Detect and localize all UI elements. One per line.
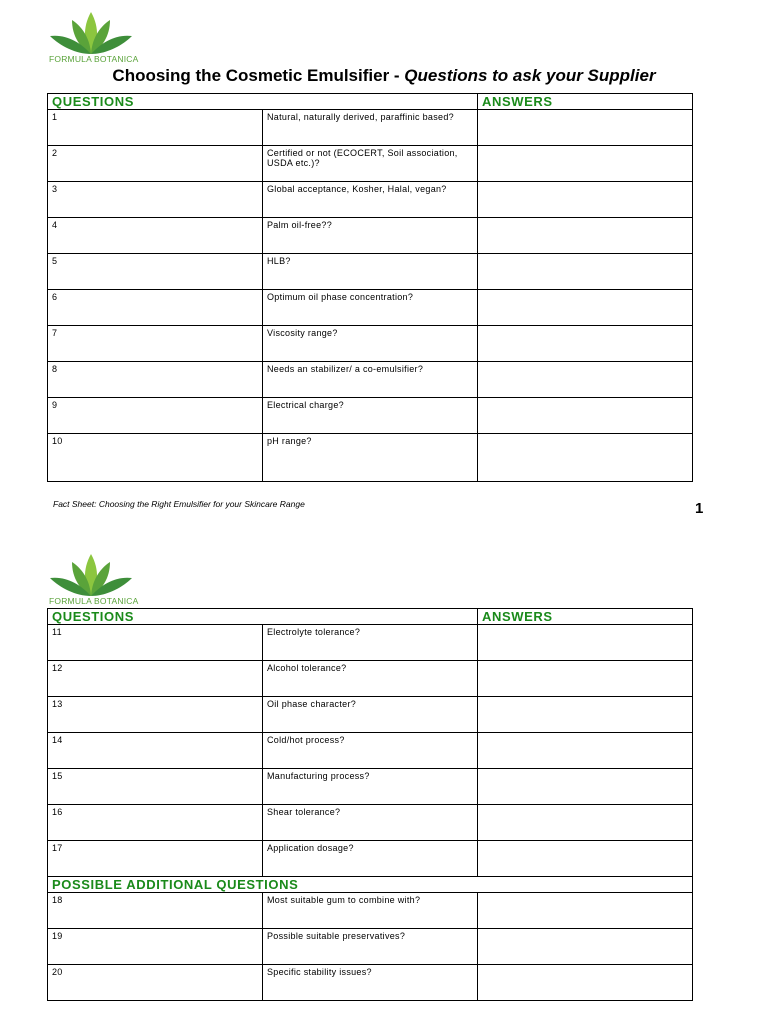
table-row xyxy=(48,893,693,929)
question-text: Electrical charge? xyxy=(263,398,478,434)
question-text: Palm oil-free?? xyxy=(263,218,478,254)
question-number: 14 xyxy=(48,733,263,769)
question-number: 3 xyxy=(48,182,263,218)
table-row xyxy=(48,697,693,733)
answer-cell[interactable] xyxy=(478,362,693,398)
table-row xyxy=(48,218,693,254)
question-text: Electrolyte tolerance? xyxy=(263,625,478,661)
additional-header-row xyxy=(48,877,693,893)
title-main: Choosing the Cosmetic Emulsifier - xyxy=(112,66,405,85)
question-number: 11 xyxy=(48,625,263,661)
answers-header: ANSWERS xyxy=(478,94,693,110)
page-number: 1 xyxy=(695,500,704,517)
question-number: 20 xyxy=(48,965,263,1001)
answer-cell[interactable] xyxy=(478,893,693,929)
question-text: Oil phase character? xyxy=(263,697,478,733)
answer-cell[interactable] xyxy=(478,290,693,326)
questions-header: QUESTIONS xyxy=(48,94,478,110)
footer-text: Fact Sheet: Choosing the Right Emulsifier for your Skincare Range xyxy=(53,499,305,509)
question-text: Global acceptance, Kosher, Halal, vegan? xyxy=(263,182,478,218)
page-title xyxy=(0,66,768,86)
answer-cell[interactable] xyxy=(478,218,693,254)
question-number: 16 xyxy=(48,805,263,841)
answer-cell[interactable] xyxy=(478,398,693,434)
formula-botanica-logo-2 xyxy=(48,552,139,610)
table-row xyxy=(48,805,693,841)
table-row xyxy=(48,929,693,965)
question-text: Application dosage? xyxy=(263,841,478,877)
question-text: Specific stability issues? xyxy=(263,965,478,1001)
table-body-additional xyxy=(48,893,693,1001)
table-body-1 xyxy=(48,110,693,482)
answer-cell[interactable] xyxy=(478,733,693,769)
question-number: 17 xyxy=(48,841,263,877)
leaf-icon xyxy=(48,552,134,598)
formula-botanica-logo xyxy=(48,10,139,68)
table-row xyxy=(48,434,693,482)
questions-header: QUESTIONS xyxy=(48,609,478,625)
question-text: Optimum oil phase concentration? xyxy=(263,290,478,326)
logo-text: FORMULA BOTANICA xyxy=(49,54,139,64)
answer-cell[interactable] xyxy=(478,965,693,1001)
question-number: 8 xyxy=(48,362,263,398)
question-text: HLB? xyxy=(263,254,478,290)
table-row xyxy=(48,965,693,1001)
answer-cell[interactable] xyxy=(478,326,693,362)
question-text: Certified or not (ECOCERT, Soil association, USDA etc.)? xyxy=(263,146,478,182)
question-text: Most suitable gum to combine with? xyxy=(263,893,478,929)
question-number: 7 xyxy=(48,326,263,362)
answer-cell[interactable] xyxy=(478,697,693,733)
question-number: 19 xyxy=(48,929,263,965)
leaf-icon xyxy=(48,10,134,56)
table-body-2 xyxy=(48,625,693,877)
question-text: Alcohol tolerance? xyxy=(263,661,478,697)
question-number: 9 xyxy=(48,398,263,434)
question-number: 18 xyxy=(48,893,263,929)
question-text: Viscosity range? xyxy=(263,326,478,362)
answer-cell[interactable] xyxy=(478,146,693,182)
answer-cell[interactable] xyxy=(478,110,693,146)
table-row xyxy=(48,182,693,218)
table-header-row xyxy=(48,609,693,625)
table-row xyxy=(48,661,693,697)
question-text: pH range? xyxy=(263,434,478,482)
answer-cell[interactable] xyxy=(478,841,693,877)
question-text: Manufacturing process? xyxy=(263,769,478,805)
questions-table-1 xyxy=(47,93,693,482)
question-number: 2 xyxy=(48,146,263,182)
title-italic: Questions to ask your Supplier xyxy=(404,66,656,85)
question-number: 1 xyxy=(48,110,263,146)
answer-cell[interactable] xyxy=(478,805,693,841)
answer-cell[interactable] xyxy=(478,769,693,805)
answer-cell[interactable] xyxy=(478,434,693,482)
table-header-row xyxy=(48,94,693,110)
table-row xyxy=(48,110,693,146)
answer-cell[interactable] xyxy=(478,661,693,697)
table-row xyxy=(48,733,693,769)
question-number: 5 xyxy=(48,254,263,290)
table-row xyxy=(48,290,693,326)
question-text: Natural, naturally derived, paraffinic based? xyxy=(263,110,478,146)
answer-cell[interactable] xyxy=(478,625,693,661)
table-row xyxy=(48,362,693,398)
logo-text: FORMULA BOTANICA xyxy=(49,596,139,606)
question-text: Possible suitable preservatives? xyxy=(263,929,478,965)
table-row xyxy=(48,254,693,290)
questions-table-2 xyxy=(47,608,693,1001)
additional-questions-header: POSSIBLE ADDITIONAL QUESTIONS xyxy=(48,877,693,893)
question-number: 15 xyxy=(48,769,263,805)
question-text: Needs an stabilizer/ a co-emulsifier? xyxy=(263,362,478,398)
table-row xyxy=(48,146,693,182)
answer-cell[interactable] xyxy=(478,182,693,218)
answers-header: ANSWERS xyxy=(478,609,693,625)
table-row xyxy=(48,769,693,805)
table-row xyxy=(48,326,693,362)
question-number: 6 xyxy=(48,290,263,326)
question-number: 10 xyxy=(48,434,263,482)
table-row xyxy=(48,625,693,661)
answer-cell[interactable] xyxy=(478,929,693,965)
question-number: 12 xyxy=(48,661,263,697)
question-number: 4 xyxy=(48,218,263,254)
question-text: Shear tolerance? xyxy=(263,805,478,841)
question-number: 13 xyxy=(48,697,263,733)
table-row xyxy=(48,398,693,434)
answer-cell[interactable] xyxy=(478,254,693,290)
question-text: Cold/hot process? xyxy=(263,733,478,769)
table-row xyxy=(48,841,693,877)
